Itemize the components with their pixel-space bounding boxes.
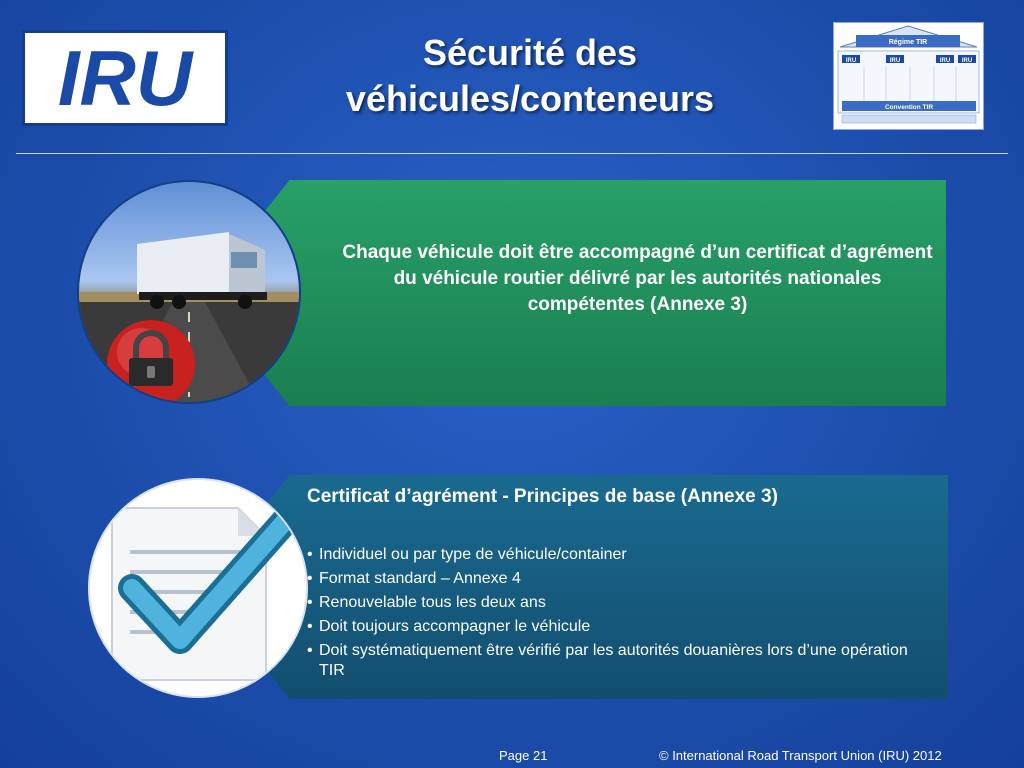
iru-logo xyxy=(22,30,228,126)
tir-regime-thumbnail xyxy=(833,22,984,130)
list-item: • Doit systématiquement être vérifié par les autorités douanières lors d’une opération TIR xyxy=(307,642,908,679)
list-item: • Doit toujours accompagner le véhicule xyxy=(307,618,591,635)
certificate-principles-title: Certificat d’agrément - Principes de base (Annexe 3) xyxy=(307,486,778,507)
thumbnail-roof-label: Régime TIR xyxy=(888,39,928,46)
svg-text:IRU: IRU xyxy=(845,58,857,64)
list-item: • Format standard – Annexe 4 xyxy=(307,570,521,587)
list-item: • Renouvelable tous les deux ans xyxy=(307,594,546,611)
page-number: Page 21 xyxy=(499,748,548,763)
logo-text: IRU xyxy=(57,34,193,122)
document-check-icon xyxy=(88,478,308,698)
vehicle-certificate-text: Chaque véhicule doit être accompagné d’un certificat d’agrément du véhicule routier délivré par les autorités nationales compétentes (Annexe 3) xyxy=(342,242,933,315)
title-line-1: Sécurité des xyxy=(422,32,638,73)
truck-lock-image xyxy=(77,180,301,404)
certificate-principles-list xyxy=(307,545,937,685)
list-item: • Individuel ou par type de véhicule/container xyxy=(307,546,627,563)
copyright-notice: © International Road Transport Union (IRU) 2012 xyxy=(659,748,942,763)
title-line-2: véhicules/conteneurs xyxy=(345,78,715,119)
header-divider xyxy=(16,153,1008,154)
svg-text:IRU: IRU xyxy=(889,58,901,64)
svg-text:IRU: IRU xyxy=(961,58,973,64)
svg-text:IRU: IRU xyxy=(939,58,951,64)
page-title xyxy=(250,30,810,122)
thumbnail-base-label: Convention TIR xyxy=(884,104,934,111)
